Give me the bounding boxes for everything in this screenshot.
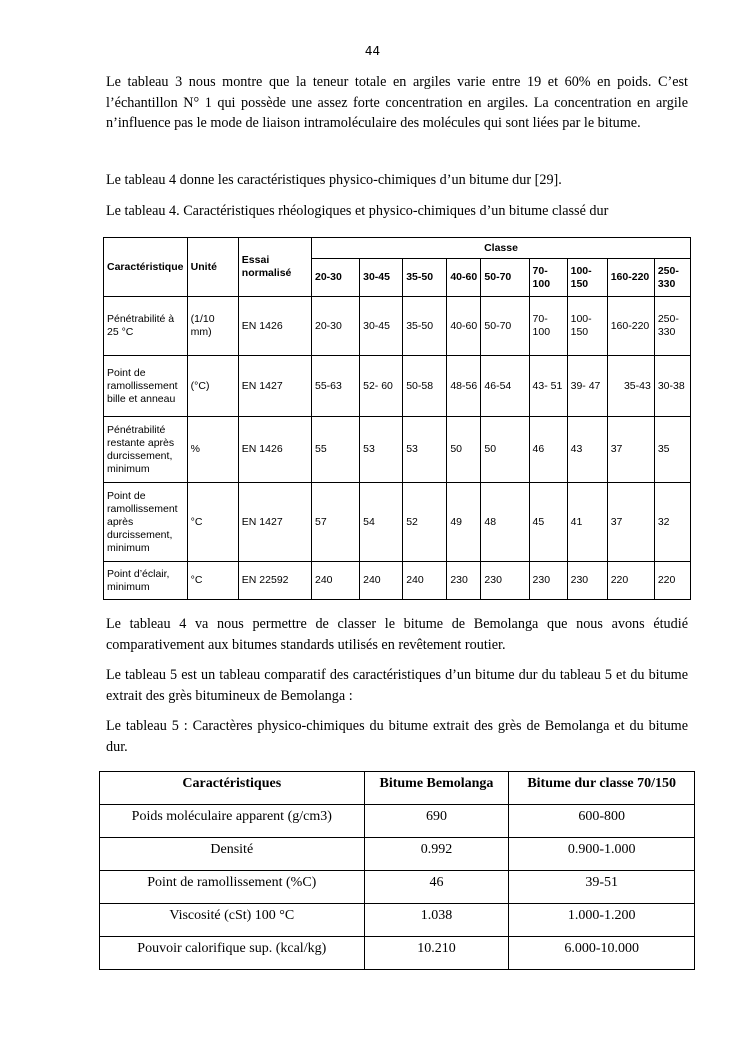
cell: 100-150 [567,297,607,356]
cell: Densité [100,838,365,871]
cell: 40-60 [447,297,481,356]
cell: 35-50 [403,297,447,356]
cell: 32 [654,483,690,562]
cell: 10.210 [364,937,509,970]
table5-caption: Le tableau 5 : Caractères physico-chimiques du bitume extrait des grès de Bemolanga et du bitume dur. [106,718,688,755]
cell: 46 [364,871,509,904]
cell: Point de ramollissement (%C) [100,871,365,904]
header-unite: Unité [187,238,238,297]
cell: 240 [360,562,403,600]
cell: 43- 51 [529,356,567,417]
cell: 49 [447,483,481,562]
header-class-40-60: 40-60 [447,259,481,297]
table-row [104,417,691,483]
cell: Poids moléculaire apparent (g/cm3) [100,805,365,838]
cell: 48-56 [447,356,481,417]
cell: 55-63 [311,356,359,417]
cell: 230 [481,562,529,600]
row-unit: °C [187,562,238,600]
cell: 50-70 [481,297,529,356]
table-row [100,904,695,937]
cell: 230 [567,562,607,600]
cell: 20-30 [311,297,359,356]
row-name: Point de ramollissement bille et anneau [104,356,188,417]
cell: 41 [567,483,607,562]
row-test: EN 1426 [238,417,311,483]
header-class-250-330: 250-330 [654,259,690,297]
cell: 52- 60 [360,356,403,417]
row-unit: % [187,417,238,483]
cell: 35-43 [607,356,654,417]
row-unit: (1/10 mm) [187,297,238,356]
cell: 54 [360,483,403,562]
table-row [100,937,695,970]
cell: 46-54 [481,356,529,417]
header-class-30-45: 30-45 [360,259,403,297]
cell: 35 [654,417,690,483]
cell: 220 [654,562,690,600]
cell: 1.000-1.200 [509,904,695,937]
cell: 30-45 [360,297,403,356]
paragraph-tableau4-intro: Le tableau 4 donne les caractéristiques physico-chimiques d’un bitume dur [29]. [106,172,562,188]
cell: 45 [529,483,567,562]
cell: 240 [403,562,447,600]
table4-bitume-dur [103,237,691,600]
cell: 57 [311,483,359,562]
cell: 600-800 [509,805,695,838]
row-unit: (°C) [187,356,238,417]
header-class-20-30: 20-30 [311,259,359,297]
row-name: Pénétrabilité restante après durcissement, minimum [104,417,188,483]
cell: 53 [360,417,403,483]
cell: 1.038 [364,904,509,937]
header-class-50-70: 50-70 [481,259,529,297]
table4-caption: Le tableau 4. Caractéristiques rhéologiques et physico-chimiques d’un bitume classé dur [106,203,609,219]
cell: 160-220 [607,297,654,356]
cell: 240 [311,562,359,600]
cell: 43 [567,417,607,483]
cell: 37 [607,417,654,483]
paragraph-tableau5-intro: Le tableau 5 est un tableau comparatif des caractéristiques d’un bitume dur du tableau 5 et du bitume extrait des grès bitumineux de Bemolanga : [106,667,688,704]
paragraph-classement: Le tableau 4 va nous permettre de classer le bitume de Bemolanga que nous avons étudié comparativement aux bitumes standards utilisés en revêtement routier. [106,616,688,653]
cell: 70-100 [529,297,567,356]
row-test: EN 1427 [238,356,311,417]
header-caracteristique: Caractéristique [104,238,188,297]
row-name: Pénétrabilité à 25 °C [104,297,188,356]
header-essai: Essai normalisé [238,238,311,297]
paragraph-argiles: Le tableau 3 nous montre que la teneur totale en argiles varie entre 19 et 60% en poids. C’est l’échantillon N° 1 qui possède une assez forte concentration en argiles. La concentration en argile n’influence pas le mode de liaison intramoléculaire des molécules qui sont liées par le bitume. [106,74,688,131]
cell: 220 [607,562,654,600]
cell: 53 [403,417,447,483]
cell: Viscosité (cSt) 100 °C [100,904,365,937]
cell: 37 [607,483,654,562]
header-class-70-100: 70-100 [529,259,567,297]
cell: 52 [403,483,447,562]
cell: 50 [481,417,529,483]
table-row [100,871,695,904]
table-row [100,805,695,838]
cell: 39-51 [509,871,695,904]
cell: 39- 47 [567,356,607,417]
table-row [104,483,691,562]
cell: Pouvoir calorifique sup. (kcal/kg) [100,937,365,970]
cell: 6.000-10.000 [509,937,695,970]
header-bitume-bemolanga: Bitume Bemolanga [364,772,509,805]
cell: 250-330 [654,297,690,356]
table-row [104,297,691,356]
row-test: EN 1426 [238,297,311,356]
table-row [104,562,691,600]
row-unit: °C [187,483,238,562]
header-class-160-220: 160-220 [607,259,654,297]
cell: 690 [364,805,509,838]
cell: 30-38 [654,356,690,417]
table-row [104,356,691,417]
row-test: EN 1427 [238,483,311,562]
cell: 50-58 [403,356,447,417]
row-name: Point de ramollissement après durcissement, minimum [104,483,188,562]
page-number: 44 [364,44,381,58]
cell: 48 [481,483,529,562]
cell: 55 [311,417,359,483]
cell: 0.900-1.000 [509,838,695,871]
header-class-35-50: 35-50 [403,259,447,297]
cell: 46 [529,417,567,483]
row-name: Point d’éclair, minimum [104,562,188,600]
cell: 0.992 [364,838,509,871]
cell: 230 [447,562,481,600]
table-row [100,838,695,871]
header-classe: Classe [311,238,690,259]
table5-comparatif [99,771,695,970]
header-caracteristiques: Caractéristiques [100,772,365,805]
row-test: EN 22592 [238,562,311,600]
cell: 230 [529,562,567,600]
header-bitume-dur: Bitume dur classe 70/150 [509,772,695,805]
cell: 50 [447,417,481,483]
header-class-100-150: 100-150 [567,259,607,297]
